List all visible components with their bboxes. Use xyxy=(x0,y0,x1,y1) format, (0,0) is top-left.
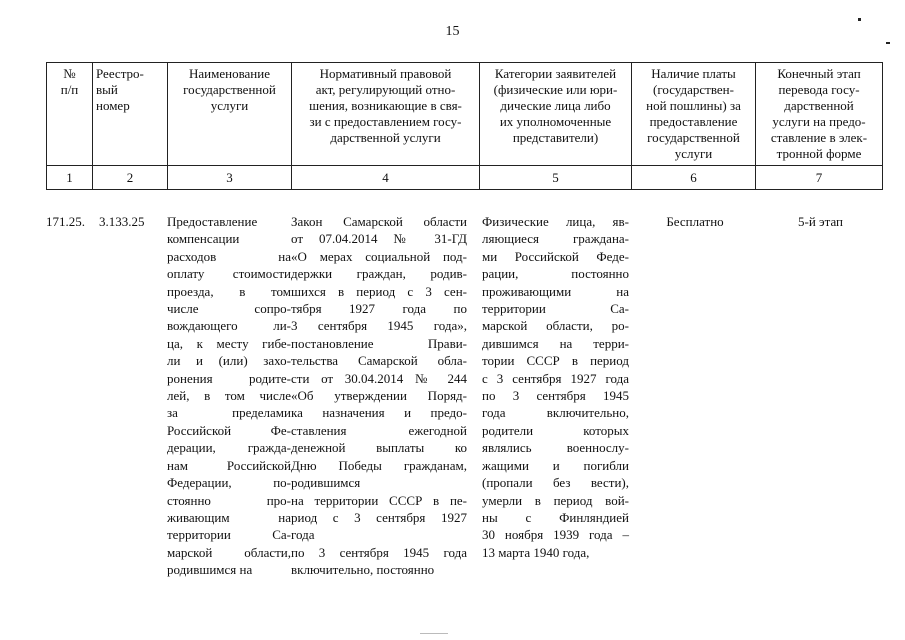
column-number: 6 xyxy=(632,166,756,190)
text-line: (пропали без вести), xyxy=(482,475,629,491)
text-line: проезда, в том xyxy=(167,283,291,299)
text-line: шихся в период с 3 сен- xyxy=(291,283,467,299)
text-line: расходов на xyxy=(167,248,291,264)
text-line: дившимся на терри- xyxy=(482,335,629,351)
header-line: № xyxy=(63,66,76,81)
text-line: риод с 3 сентября 1927 xyxy=(291,509,467,525)
header-line: (физические или юри- xyxy=(493,82,618,97)
text-line: территории Са- xyxy=(482,301,629,317)
text-line: дерации, гражда- xyxy=(167,440,291,456)
header-line: Реестро- xyxy=(96,66,144,81)
text-line: нам Российской xyxy=(167,457,291,473)
text-line: родившимся на xyxy=(167,562,253,578)
header-line: ставление в элек- xyxy=(770,130,868,145)
header-line: перевода госу- xyxy=(778,82,860,97)
header-line: Конечный этап xyxy=(777,66,861,81)
text-line: умерли в период вой- xyxy=(482,492,629,508)
text-line: являлись военнослу- xyxy=(482,440,629,456)
header-line: государственной xyxy=(183,82,276,97)
text-line: по 3 сентября 1945 года xyxy=(291,544,467,560)
text-line: рации, постоянно xyxy=(482,266,629,282)
fee: Бесплатно xyxy=(666,214,724,229)
column-number: 2 xyxy=(93,166,168,190)
header-line: (государствен- xyxy=(653,82,734,97)
header-col-4 xyxy=(292,63,480,166)
legal-act xyxy=(291,213,467,579)
header-line: их уполномоченные xyxy=(499,114,612,129)
column-numbers-row xyxy=(47,166,883,190)
header-line: Наименование xyxy=(189,66,270,81)
text-line: ка назначения и предо- xyxy=(291,405,467,421)
header-col-7 xyxy=(756,63,883,166)
text-line: на территории СССР в пе- xyxy=(291,492,467,508)
text-line: 13 марта 1940 года, xyxy=(482,544,590,560)
scan-mark xyxy=(858,18,861,21)
scan-mark xyxy=(886,42,890,44)
text-line: вождающего ли- xyxy=(167,318,291,334)
header-line: Нормативный правовой xyxy=(319,66,452,81)
column-number: 1 xyxy=(47,166,93,190)
header-col-2 xyxy=(93,63,168,166)
header-col-6 xyxy=(632,63,756,166)
text-line: марской области, xyxy=(167,544,291,560)
header-line: Наличие платы xyxy=(651,66,736,81)
text-line: денежной выплаты ко xyxy=(291,440,467,456)
footer-line xyxy=(420,633,448,634)
text-line: 30 ноября 1939 года – xyxy=(482,527,629,543)
text-line: от 07.04.2014 № 31-ГД xyxy=(291,231,467,247)
service-name xyxy=(167,213,291,579)
header-line: п/п xyxy=(60,82,79,97)
text-line: тории СССР в период xyxy=(482,353,629,369)
header-line: дарственной услуги xyxy=(330,130,441,145)
column-number: 3 xyxy=(168,166,292,190)
applicant-categories xyxy=(482,213,629,561)
header-line: шения, возникающие в свя- xyxy=(309,98,462,113)
text-line: ронения родите- xyxy=(167,370,291,386)
header-line: зи с предоставлением госу- xyxy=(309,114,462,129)
text-line: за пределами xyxy=(167,405,291,421)
header-line: предоставление xyxy=(649,114,738,129)
text-line: 3 сентября 1945 года», xyxy=(291,318,467,334)
text-line: тельства Самарской обла- xyxy=(291,353,467,369)
header-line: номер xyxy=(96,98,130,113)
text-line: оплату стоимости xyxy=(167,266,291,282)
text-line: по 3 сентября 1945 xyxy=(482,388,629,404)
services-table-header xyxy=(46,62,883,190)
text-line: лей, в том числе xyxy=(167,388,291,404)
text-line: Российской Фе- xyxy=(167,422,291,438)
page-number: 15 xyxy=(445,24,460,39)
text-line: Закон Самарской области xyxy=(291,214,467,229)
header-line: услуги на предо- xyxy=(772,114,866,129)
header-line: дические лица либо xyxy=(500,98,611,113)
text-line: родители которых xyxy=(482,422,629,438)
text-line: ляющиеся граждана- xyxy=(482,231,629,247)
electronic-stage: 5-й этап xyxy=(797,214,843,229)
header-line: услуги xyxy=(674,146,713,161)
header-line: дарственной xyxy=(784,98,854,113)
header-col-3 xyxy=(168,63,292,166)
text-line: включительно, постоянно xyxy=(291,562,435,578)
text-line: числе сопро- xyxy=(167,301,291,317)
text-line: территории Са- xyxy=(167,527,291,543)
column-number: 4 xyxy=(292,166,480,190)
text-line: ца, к месту гибе- xyxy=(167,335,291,351)
text-line: Предоставление xyxy=(167,214,258,229)
text-line: живающим на xyxy=(167,509,291,525)
text-line: тября 1927 года по xyxy=(291,301,467,317)
text-line: стоянно про- xyxy=(167,492,291,508)
column-number: 5 xyxy=(480,166,632,190)
text-line: марской области, ро- xyxy=(482,318,629,334)
text-line: года xyxy=(291,527,315,543)
header-line: услуги xyxy=(210,98,249,113)
text-line: жащими и погибли xyxy=(482,457,629,473)
text-line: постановление Прави- xyxy=(291,335,467,351)
text-line: держки граждан, родив- xyxy=(291,266,467,282)
header-line: представители) xyxy=(512,130,599,145)
header-col-1 xyxy=(47,63,93,166)
text-line: Физические лица, яв- xyxy=(482,214,629,229)
text-line: года включительно, xyxy=(482,405,629,421)
text-line: ми Российской Феде- xyxy=(482,248,629,264)
text-line: сти от 30.04.2014 № 244 xyxy=(291,370,467,386)
text-line: компенсации xyxy=(167,231,240,247)
text-line: ны с Финляндией xyxy=(482,509,629,525)
row-number: 171.25. xyxy=(46,214,85,229)
text-line: с 3 сентября 1927 года xyxy=(482,370,629,386)
header-line: Категории заявителей xyxy=(494,66,617,81)
text-line: ли и (или) захо- xyxy=(167,353,291,369)
header-line: ной пошлины) за xyxy=(646,98,741,113)
header-line: государственной xyxy=(647,130,740,145)
text-line: Дню Победы гражданам, xyxy=(291,457,467,473)
header-row xyxy=(47,63,883,166)
header-line: тронной форме xyxy=(776,146,862,161)
header-col-5 xyxy=(480,63,632,166)
text-line: родившимся xyxy=(291,475,361,491)
header-line: акт, регулирующий отно- xyxy=(315,82,456,97)
text-line: проживающими на xyxy=(482,283,629,299)
registry-number: 3.133.25 xyxy=(99,214,145,229)
text-line: Федерации, по- xyxy=(167,475,291,491)
text-line: «О мерах социальной под- xyxy=(291,248,467,264)
header-line: вый xyxy=(96,82,118,97)
text-line: ставления ежегодной xyxy=(291,422,467,438)
column-number: 7 xyxy=(756,166,883,190)
text-line: «Об утверждении Поряд- xyxy=(291,388,467,404)
